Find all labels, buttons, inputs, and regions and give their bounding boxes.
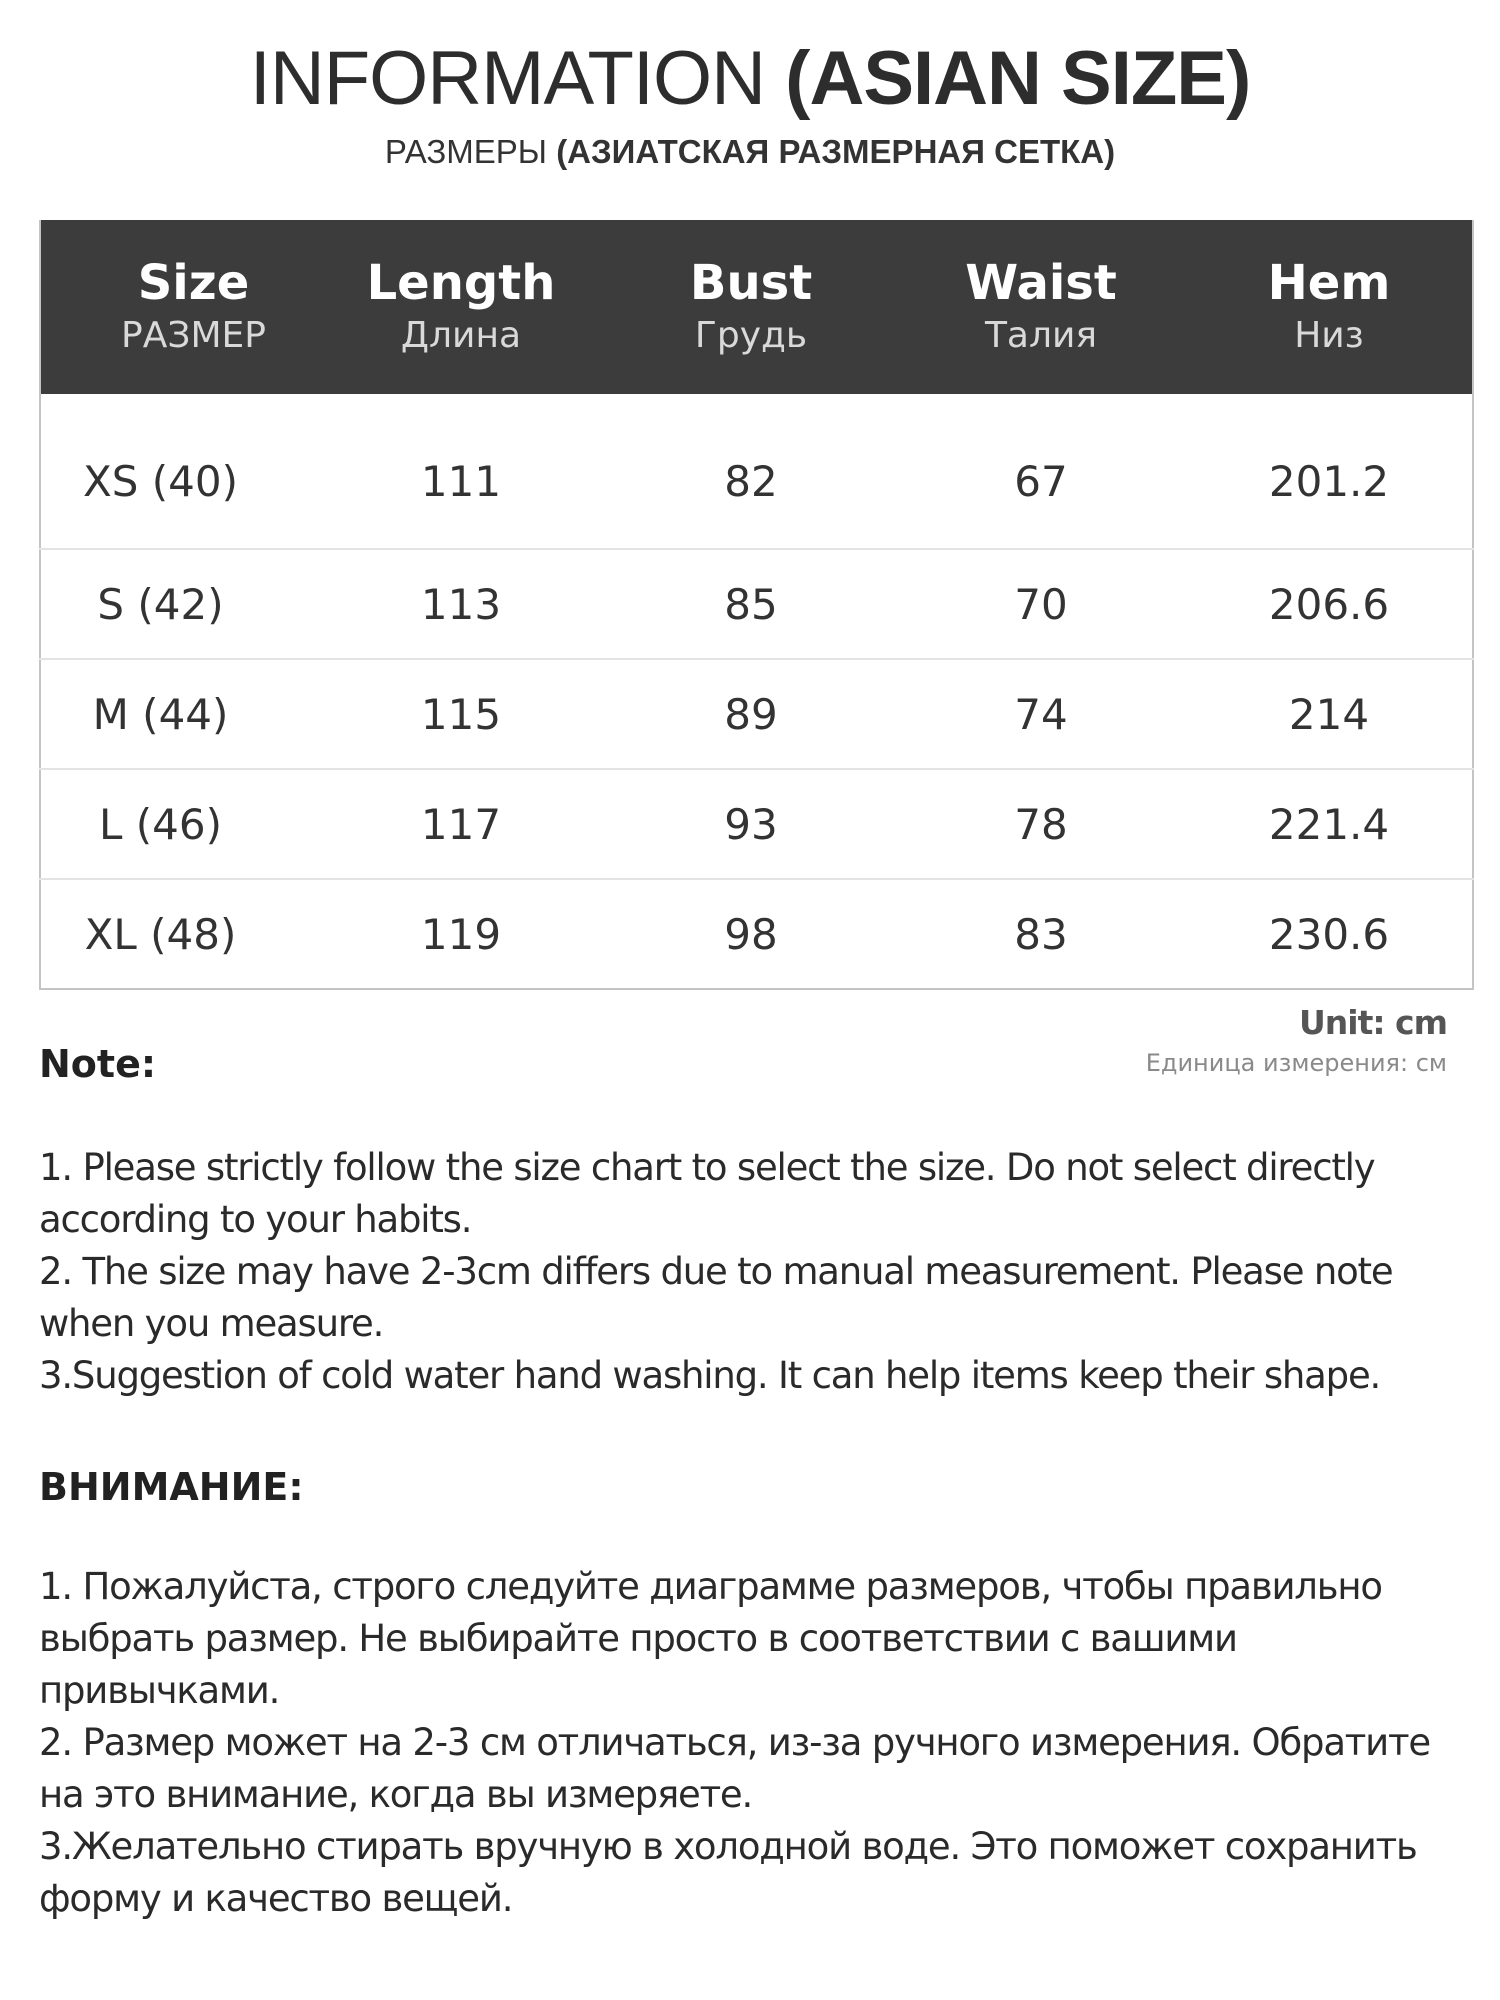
cell-bust: 98 — [606, 879, 896, 989]
cell-waist: 83 — [896, 879, 1186, 989]
cell-size: XL (48) — [40, 879, 316, 989]
cell-bust: 85 — [606, 549, 896, 659]
unit-label-ru: Единица измерения: см — [1145, 1049, 1447, 1077]
attention-item: 3.Желательно стирать вручную в холодной воде. Это поможет сохранить форму и качество вещей. — [39, 1825, 1417, 1920]
column-header-label: Waist — [965, 255, 1117, 311]
cell-waist: 78 — [896, 769, 1186, 879]
attention-item: 1. Пожалуйста, строго следуйте диаграмме размеров, чтобы правильно выбрать размер. Не выбирайте просто в соответствии с вашими привычками. — [39, 1565, 1382, 1712]
column-header-sublabel: Низ — [1294, 315, 1364, 356]
table-row — [40, 769, 1473, 879]
note-list — [39, 1142, 1479, 1402]
title-main: INFORMATION — [249, 36, 786, 121]
column-header-sublabel: Грудь — [694, 315, 808, 356]
column-header-hem — [1186, 220, 1473, 394]
title-asian-size: (ASIAN SIZE) — [785, 36, 1251, 121]
cell-size: XS (40) — [83, 456, 238, 506]
cell-size: M (44) — [40, 659, 316, 769]
page-title — [0, 34, 1500, 124]
attention-list — [39, 1561, 1479, 1925]
column-header-size — [40, 220, 316, 394]
column-header-sublabel: Длина — [400, 315, 522, 356]
cell-hem: 214 — [1186, 659, 1473, 769]
subtitle-asian-size: (АЗИАТСКАЯ РАЗМЕРНАЯ СЕТКА) — [556, 133, 1116, 170]
cell-hem: 206.6 — [1186, 549, 1473, 659]
cell-bust: 82 — [724, 456, 778, 506]
cell-hem: 201.2 — [1268, 456, 1390, 506]
attention-heading: ВНИМАНИЕ: — [39, 1465, 304, 1509]
cell-length: 119 — [316, 879, 606, 989]
attention-item: 2. Размер может на 2-3 см отличаться, из-за ручного измерения. Обратите на это внимание, когда вы измеряете. — [39, 1721, 1430, 1816]
cell-length: 117 — [316, 769, 606, 879]
column-header-sublabel: РАЗМЕР — [121, 315, 266, 356]
column-header-length — [316, 220, 606, 394]
cell-length: 111 — [420, 456, 502, 506]
note-item: 2. The size may have 2-3cm differs due to manual measurement. Please note when you measure. — [39, 1250, 1393, 1345]
note-item: 1. Please strictly follow the size chart to select the size. Do not select directly according to your habits. — [39, 1146, 1375, 1241]
table-row — [40, 394, 1473, 549]
note-heading: Note: — [39, 1042, 157, 1086]
column-header-waist — [896, 220, 1186, 394]
column-header-label: Bust — [689, 255, 813, 311]
column-header-bust — [606, 220, 896, 394]
cell-waist: 70 — [896, 549, 1186, 659]
size-chart-header — [40, 220, 1473, 394]
cell-waist: 74 — [896, 659, 1186, 769]
page-subtitle — [0, 130, 1500, 174]
column-header-label: Hem — [1267, 255, 1391, 311]
cell-waist: 67 — [1014, 456, 1068, 506]
cell-size: L (46) — [40, 769, 316, 879]
cell-size: S (42) — [40, 549, 316, 659]
header-row — [40, 220, 1473, 394]
cell-hem: 230.6 — [1186, 879, 1473, 989]
column-header-label: Size — [137, 255, 250, 311]
table-row — [40, 549, 1473, 659]
note-item: 3.Suggestion of cold water hand washing. It can help items keep their shape. — [39, 1354, 1381, 1397]
cell-bust: 93 — [606, 769, 896, 879]
cell-bust: 89 — [606, 659, 896, 769]
size-chart-table — [39, 220, 1474, 990]
cell-length: 115 — [316, 659, 606, 769]
table-row — [40, 659, 1473, 769]
unit-label: Unit: cm — [1298, 1003, 1447, 1042]
subtitle-main: РАЗМЕРЫ — [384, 133, 557, 170]
size-chart-body — [40, 394, 1473, 989]
table-row — [40, 879, 1473, 989]
column-header-sublabel: Талия — [984, 315, 1098, 356]
column-header-label: Length — [366, 255, 556, 311]
cell-length: 113 — [316, 549, 606, 659]
cell-hem: 221.4 — [1186, 769, 1473, 879]
